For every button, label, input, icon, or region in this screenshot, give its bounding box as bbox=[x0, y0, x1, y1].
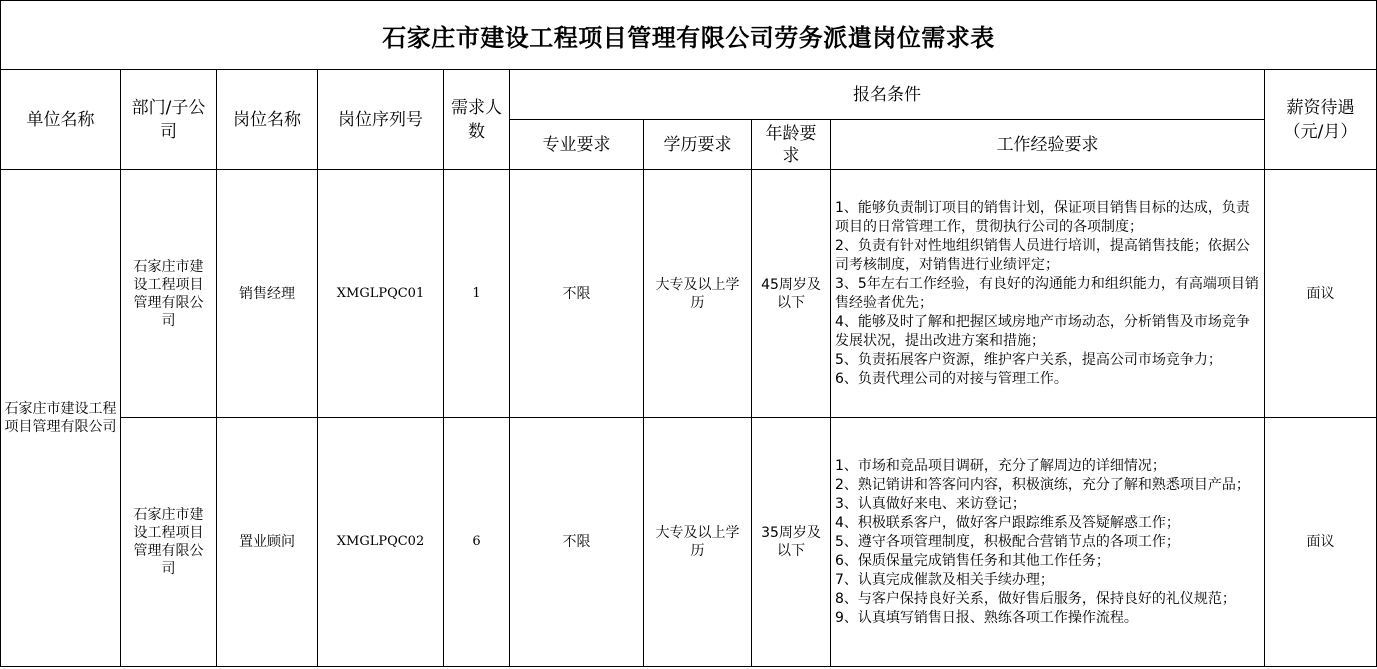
salary-cell: 面议 bbox=[1265, 418, 1377, 667]
header-age: 年龄要求 bbox=[752, 120, 831, 170]
dept-cell: 石家庄市建设工程项目管理有限公司 bbox=[121, 170, 217, 418]
position-cell: 销售经理 bbox=[217, 170, 318, 418]
experience-line: 6、负责代理公司的对接与管理工作。 bbox=[835, 370, 1068, 387]
major-cell: 不限 bbox=[510, 170, 644, 418]
experience-line: 3、认真做好来电、来访登记； bbox=[835, 495, 1026, 512]
serial-cell: XMGLPQC01 bbox=[318, 170, 444, 418]
experience-line: 1、市场和竞品项目调研，充分了解周边的详细情况； bbox=[835, 457, 1166, 474]
experience-line: 1、能够负责制订项目的销售计划，保证项目销售目标的达成，负责项目的日常管理工作，贯彻执行公司的各项制度； bbox=[835, 199, 1250, 235]
header-headcount: 需求人数 bbox=[444, 70, 510, 170]
header-major: 专业要求 bbox=[510, 120, 644, 170]
page-title: 石家庄市建设工程项目管理有限公司劳务派遣岗位需求表 bbox=[1, 1, 1377, 70]
major-cell: 不限 bbox=[510, 418, 644, 667]
experience-line: 5、遵守各项管理制度，积极配合营销节点的各项工作； bbox=[835, 533, 1180, 550]
unit-name-cell: 石家庄市建设工程项目管理有限公司 bbox=[1, 170, 121, 667]
salary-cell: 面议 bbox=[1265, 170, 1377, 418]
position-cell: 置业顾问 bbox=[217, 418, 318, 667]
age-cell: 35周岁及以下 bbox=[752, 418, 831, 667]
experience-line: 6、保质保量完成销售任务和其他工作任务； bbox=[835, 552, 1110, 569]
experience-cell bbox=[831, 418, 1265, 667]
header-serial: 岗位序列号 bbox=[318, 70, 444, 170]
header-education: 学历要求 bbox=[644, 120, 752, 170]
header-position: 岗位名称 bbox=[217, 70, 318, 170]
table-row bbox=[1, 418, 1377, 667]
experience-line: 5、负责拓展客户资源，维护客户关系，提高公司市场竞争力； bbox=[835, 351, 1222, 368]
table-row bbox=[1, 170, 1377, 418]
experience-line: 2、熟记销讲和答客问内容，积极演练，充分了解和熟悉项目产品； bbox=[835, 476, 1250, 493]
serial-cell: XMGLPQC02 bbox=[318, 418, 444, 667]
experience-line: 9、认真填写销售日报、熟练各项工作操作流程。 bbox=[835, 609, 1138, 626]
header-requirements: 报名条件 bbox=[510, 70, 1265, 120]
header-experience: 工作经验要求 bbox=[831, 120, 1265, 170]
headcount-cell: 1 bbox=[444, 170, 510, 418]
dept-cell: 石家庄市建设工程项目管理有限公司 bbox=[121, 418, 217, 667]
experience-line: 4、积极联系客户，做好客户跟踪维系及答疑解惑工作； bbox=[835, 514, 1180, 531]
experience-line: 4、能够及时了解和把握区域房地产市场动态，分析销售及市场竞争发展状况，提出改进方案和措施； bbox=[835, 313, 1250, 349]
header-unit-name: 单位名称 bbox=[1, 70, 121, 170]
headcount-cell: 6 bbox=[444, 418, 510, 667]
experience-line: 7、认真完成催款及相关手续办理； bbox=[835, 571, 1054, 588]
experience-line: 8、与客户保持良好关系，做好售后服务，保持良好的礼仪规范； bbox=[835, 590, 1236, 607]
experience-line: 3、5年左右工作经验，有良好的沟通能力和组织能力，有高端项目销售经验者优先； bbox=[835, 275, 1259, 311]
header-salary: 薪资待遇（元/月） bbox=[1265, 70, 1377, 170]
experience-line: 2、负责有针对性地组织销售人员进行培训，提高销售技能；依据公司考核制度，对销售进行业绩评定； bbox=[835, 237, 1250, 273]
age-cell: 45周岁及以下 bbox=[752, 170, 831, 418]
education-cell: 大专及以上学历 bbox=[644, 418, 752, 667]
education-cell: 大专及以上学历 bbox=[644, 170, 752, 418]
header-dept: 部门/子公司 bbox=[121, 70, 217, 170]
experience-cell bbox=[831, 170, 1265, 418]
